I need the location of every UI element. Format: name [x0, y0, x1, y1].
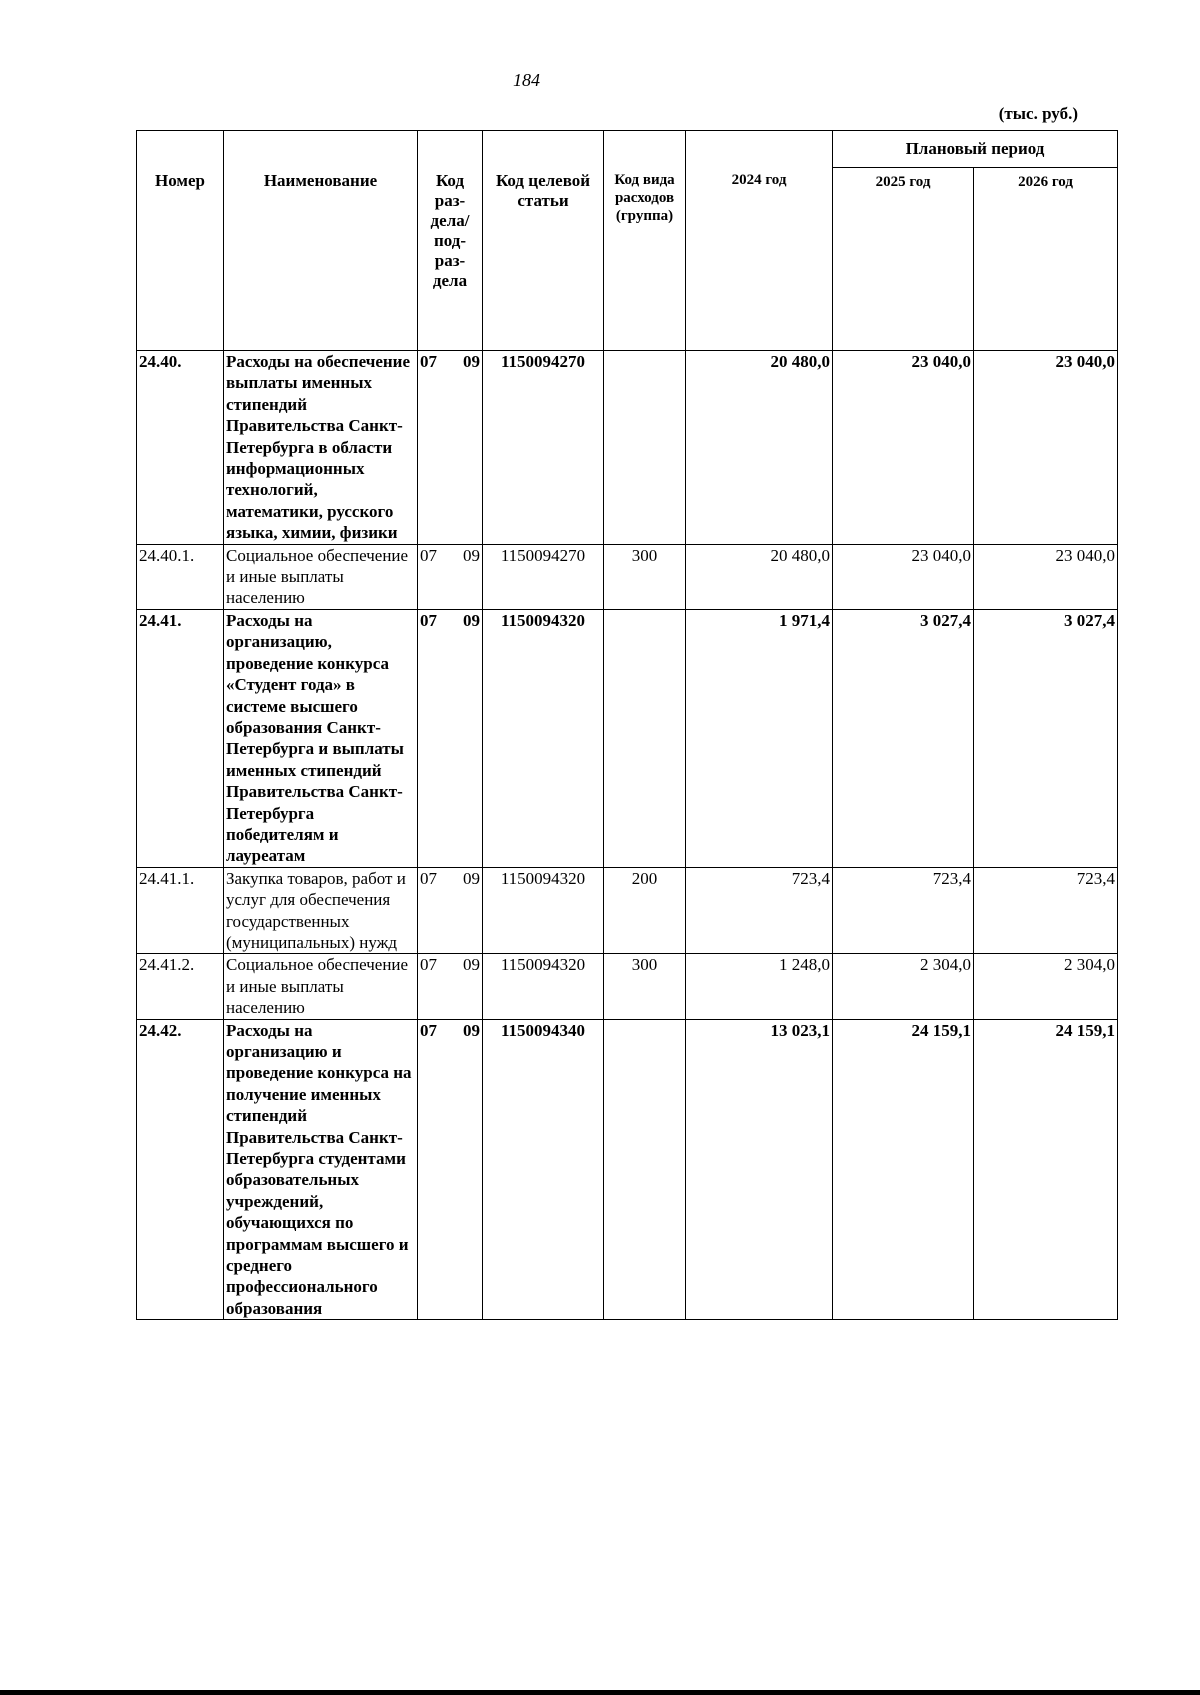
header-vid: Код вида расходов (группа): [604, 131, 686, 351]
header-razdel: Код раз- дела/ под- раз- дела: [418, 131, 483, 351]
podrazdel-code: 09: [463, 545, 480, 565]
table-row: [137, 544, 1118, 609]
cell-vid: [604, 351, 686, 545]
cell-number: 24.40.: [137, 351, 224, 545]
cell-2025: 24 159,1: [833, 1019, 974, 1320]
razdel-code: 07: [420, 1020, 437, 1040]
cell-2026: 23 040,0: [974, 351, 1118, 545]
cell-2025: 23 040,0: [833, 351, 974, 545]
cell-vid: 300: [604, 544, 686, 609]
razdel-code: 07: [420, 545, 437, 565]
cell-razdel: [418, 954, 483, 1019]
podrazdel-code: 09: [463, 955, 480, 975]
header-2024: 2024 год: [686, 131, 833, 351]
cell-2024: 20 480,0: [686, 351, 833, 545]
razdel-code: 07: [420, 868, 437, 888]
cell-number: 24.41.2.: [137, 954, 224, 1019]
header-tselevaya: Код целевой статьи: [483, 131, 604, 351]
cell-razdel: [418, 867, 483, 954]
header-planned-period: Плановый период: [833, 131, 1118, 168]
cell-razdel: [418, 544, 483, 609]
podrazdel-code: 09: [463, 1020, 480, 1040]
razdel-code: 07: [420, 955, 437, 975]
cell-razdel: [418, 609, 483, 867]
cell-2026: 3 027,4: [974, 609, 1118, 867]
table-body: [137, 351, 1118, 1320]
cell-name: Расходы на организацию и проведение конкурса на получение именных стипендий Правительства Санкт-Петербурга студентами образовательных учреждений, обучающихся по программам высшего и среднего профессионального образования: [224, 1019, 418, 1320]
budget-table: [136, 130, 1118, 1320]
cell-2024: 723,4: [686, 867, 833, 954]
cell-2026: 23 040,0: [974, 544, 1118, 609]
header-name: Наименование: [224, 131, 418, 351]
cell-2026: 24 159,1: [974, 1019, 1118, 1320]
cell-tselevaya: 1150094320: [483, 954, 604, 1019]
cell-tselevaya: 1150094270: [483, 351, 604, 545]
cell-2024: 1 248,0: [686, 954, 833, 1019]
cell-number: 24.42.: [137, 1019, 224, 1320]
cell-2025: 3 027,4: [833, 609, 974, 867]
table-row: [137, 1019, 1118, 1320]
cell-vid: 200: [604, 867, 686, 954]
cell-name: Расходы на обеспечение выплаты именных стипендий Правительства Санкт-Петербурга в области информационных технологий, математики, русского языка, химии, физики: [224, 351, 418, 545]
cell-name: Закупка товаров, работ и услуг для обеспечения государственных (муниципальных) нужд: [224, 867, 418, 954]
cell-2024: 1 971,4: [686, 609, 833, 867]
cell-name: Расходы на организацию, проведение конкурса «Студент года» в системе высшего образования Санкт-Петербурга и выплаты именных стипендий Правительства Санкт-Петербурга победителям и лауреатам: [224, 609, 418, 867]
header-2026: 2026 год: [974, 168, 1118, 351]
cell-2026: 723,4: [974, 867, 1118, 954]
cell-2025: 723,4: [833, 867, 974, 954]
table-header: [137, 131, 1118, 351]
cell-2026: 2 304,0: [974, 954, 1118, 1019]
razdel-code: 07: [420, 352, 437, 371]
cell-number: 24.41.1.: [137, 867, 224, 954]
cell-2025: 2 304,0: [833, 954, 974, 1019]
podrazdel-code: 09: [463, 868, 480, 888]
header-2025: 2025 год: [833, 168, 974, 351]
table-row: [137, 609, 1118, 867]
cell-vid: [604, 1019, 686, 1320]
cell-razdel: [418, 1019, 483, 1320]
header-number: Номер: [137, 131, 224, 351]
table-row: [137, 867, 1118, 954]
cell-number: 24.40.1.: [137, 544, 224, 609]
cell-number: 24.41.: [137, 609, 224, 867]
cell-vid: 300: [604, 954, 686, 1019]
podrazdel-code: 09: [463, 352, 480, 371]
scan-edge-line: [0, 1690, 1200, 1695]
cell-tselevaya: 1150094320: [483, 609, 604, 867]
cell-tselevaya: 1150094320: [483, 867, 604, 954]
units-label: (тыс. руб.): [998, 104, 1078, 123]
podrazdel-code: 09: [463, 610, 480, 630]
cell-tselevaya: 1150094340: [483, 1019, 604, 1320]
page-number: 184: [513, 70, 540, 90]
table-row: [137, 954, 1118, 1019]
cell-name: Социальное обеспечение и иные выплаты населению: [224, 954, 418, 1019]
razdel-code: 07: [420, 610, 437, 630]
cell-razdel: [418, 351, 483, 545]
cell-name: Социальное обеспечение и иные выплаты населению: [224, 544, 418, 609]
cell-2024: 20 480,0: [686, 544, 833, 609]
cell-2025: 23 040,0: [833, 544, 974, 609]
table-row: [137, 351, 1118, 545]
cell-2024: 13 023,1: [686, 1019, 833, 1320]
cell-tselevaya: 1150094270: [483, 544, 604, 609]
cell-vid: [604, 609, 686, 867]
